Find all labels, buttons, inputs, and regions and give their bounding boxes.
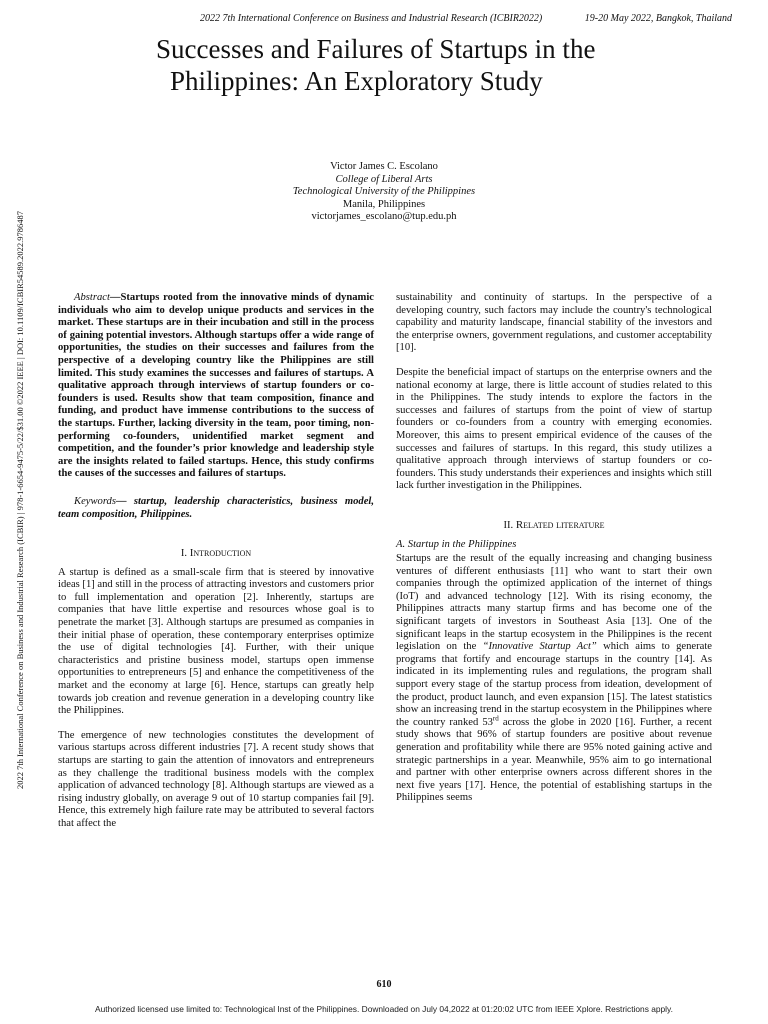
page-number: 610 — [376, 979, 392, 990]
section-1-heading — [58, 547, 374, 561]
author-location: Manila, Philippines — [342, 198, 426, 210]
title-line-1: Successes and Failures of Startups in the — [156, 34, 596, 64]
section-2-heading — [396, 519, 712, 533]
intro-paragraph-2: The emergence of new technologies constitutes the development of various startups across different industries [7]. A recent study shows that startups are starting to gain the attention of innovators and entrepreneurs as they challenge the traditional business models with the complex application of advanced technology [8]. Although startups are viewed as a rising industry globally, on average 9 out of 10 startup companies fail [9]. Hence, this extremely high failure rate may be attributed to several factors that affect the — [58, 729, 374, 829]
right-column — [396, 292, 712, 805]
left-column — [58, 292, 374, 831]
author-email[interactable]: victorjames_escolano@tup.edu.ph — [311, 211, 457, 222]
section-1-title: Introduction — [189, 547, 252, 560]
author-institution: Technological University of the Philippines — [292, 186, 476, 197]
author-block — [200, 161, 568, 224]
title-line-2: Philippines: An Exploratory Study — [170, 66, 543, 96]
conference-dates: 19-20 May 2022, Bangkok, Thailand — [584, 13, 732, 24]
subsection-a-heading: A. Startup in the Philippines — [396, 538, 517, 550]
intro-paragraph-1: A startup is defined as a small-scale firm that is steered by innovative ideas [1] and still in the process of attracting investors and customers prior to full implementation and operation [2]. Inherently, startups are companies that have little expertise and resources whose goal is to penetrate the market [3]. Although startups are presumed as companies in their initial phase of operation, these contemporary enterprises optimize the use of digital technologies [4]. Further, with their unique characteristics and pristine business model, startups open immense opportunities to entrepreneurs [5] and enhance the competitiveness of the market and the economy at large [6]. Hence, startups can greatly help towards job creation and revenue generation in a developing country like the Philippines. — [58, 566, 374, 717]
intro-continued-paragraph: sustainability and continuity of startups. In the perspective of a developing country, such factors may include the country's technological capability and maturity landscape, financial stability of the investors and the enterprise owners, government regulations, and customer acceptability [10]. — [396, 292, 712, 354]
author-name: Victor James C. Escolano — [330, 161, 438, 172]
section-1-number: I. — [180, 548, 188, 560]
section-2-title: Related literature — [515, 518, 605, 531]
rl-superscript: rd — [492, 714, 499, 723]
paper-title — [120, 33, 716, 97]
keywords-label: Keywords — [74, 495, 116, 507]
abstract-text: —Startups rooted from the innovative minds of dynamic individuals who aim to develop unique products and services in the market. These startups are in their incubation and still in the process of gaining potential investors. Although startups offer a wide range of opportunities, the studies on their successes and failures from the perspective of a developing country like the Philippines are still limited. This study examines the successes and failures of startups. A qualitative approach through interviews of startup founders or co-founders is used. Results show that team composition, finance and funding, and product have immense contributions to the success of the startups. Further, lacking diversity in the team, poor timing, non-performing co-founders, unidentified market segment and competition, and the founder’s prior knowledge and leadership style are the insights related to failed startups. Hence, this study confirms the causes of the successes and failures of startups. — [58, 292, 374, 480]
abstract-label: Abstract — [74, 292, 110, 303]
related-literature-paragraph — [396, 553, 712, 805]
intro-paragraph-3: Despite the beneficial impact of startups on the enterprise owners and the national economy at large, there is little account of studies related to this in the Philippines. The study intends to explore the factors in the successes and failures of startups from the point of view of startup founders or co-founders from a country with emerging economies. Moreover, this aims to present empirical evidence of the causes of the successes and failures of startups. In this regard, this study utilizes a qualitative approach through interviews of startup founders or co-founders. This study understands their experiences and insights which still lack further investigation in the Philippines. — [396, 366, 712, 492]
doi-text: 2022 7th International Conference on Business and Industrial Research (ICBIR) | 978-1-6654-9475-5/22/$31.00 ©2022 IEEE | DOI: 10.1109/ICBIR54589.2022.9786487 — [15, 210, 25, 790]
author-department: College of Liberal Arts — [335, 173, 433, 185]
rl-act-name: “Innovative Startup Act” — [482, 641, 597, 653]
keywords — [58, 496, 374, 521]
conference-header — [200, 13, 732, 24]
abstract — [58, 292, 374, 481]
rl-text-2: which aims to generate programs that fortify and encourage startups in the country [14]. As indicated in its implementing rules and regulations, the program shall support every stage of the startup process from ideation, development of the product, product launch, and even expansion [15]. The latest statistics show an increasing trend in the startup ecosystem in the Philippines where the country ranked 53 — [396, 641, 712, 728]
rl-text-3: across the globe in 2020 [16]. Further, a recent study shows that 96% of startup founders are positive about revenue generation and profitability while there are 95% noted gaining active and strategic partnerships in a year. Meanwhile, 95% aim to go international and partner with other enterprise owners across different shores in the next five years [17]. Hence, the potential of establishing startups in the Philippines seems — [396, 716, 713, 804]
rl-text-1: Startups are the result of the equally increasing and changing business ventures of different enthusiasts [11] who want to start their own companies through the optimized application of the internet of things (IoT) and advanced technology [12]. With its rising economy, the Philippines attracts many startup firms and has become one of the significant targets of investors in Southeast Asia [13]. One of the significant leaps in the startup ecosystem in the Philippines is the recent legislation on the — [396, 553, 712, 653]
conference-name: 2022 7th International Conference on Business and Industrial Research (ICBIR2022) — [200, 13, 543, 24]
license-footer: Authorized licensed use limited to: Technological Inst of the Philippines. Downloaded on July 04,2022 at 01:20:02 UTC from IEEE Xplore. Restrictions apply. — [95, 1004, 673, 1014]
side-doi-strip — [0, 160, 40, 840]
keywords-text: — startup, leadership characteristics, business model, team composition, Philippines. — [58, 495, 374, 520]
section-2-number: II. — [503, 519, 514, 531]
